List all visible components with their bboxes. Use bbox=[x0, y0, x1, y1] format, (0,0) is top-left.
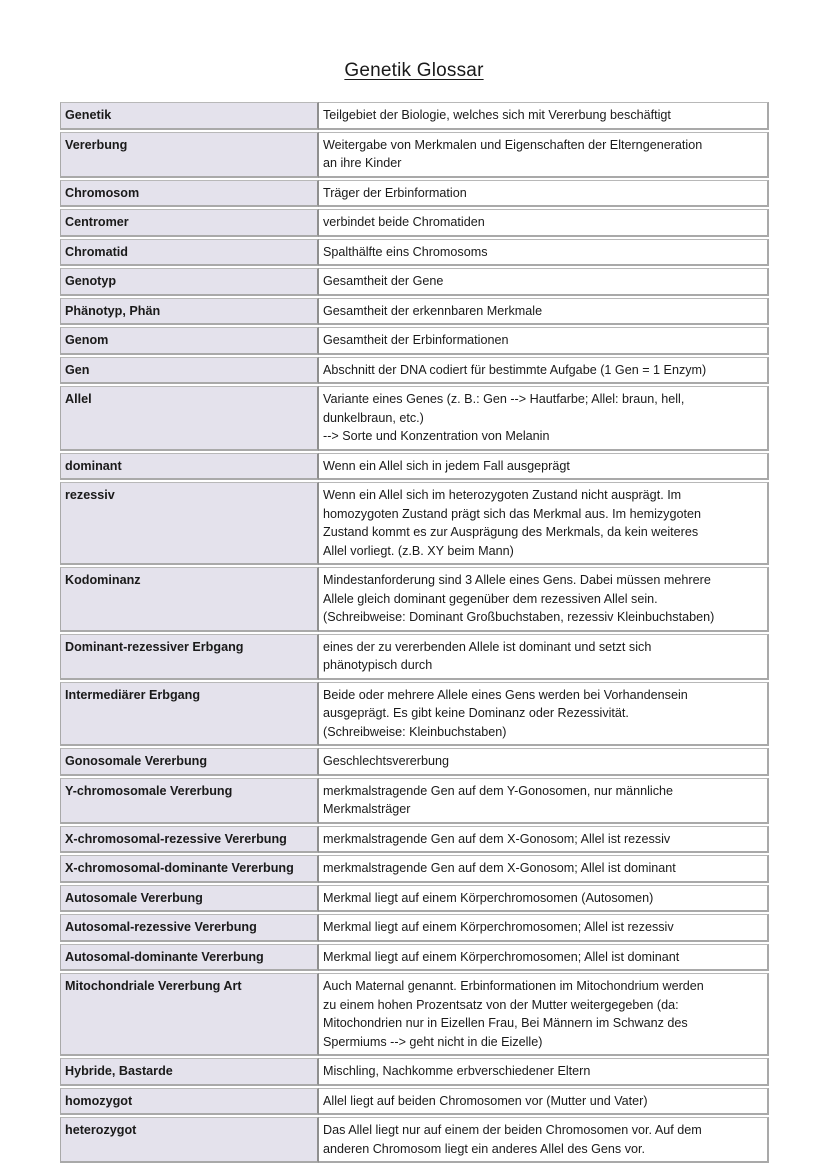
glossary-row bbox=[60, 386, 769, 451]
glossary-row bbox=[60, 239, 769, 267]
definition-line: (Schreibweise: Dominant Großbuchstaben, rezessiv Kleinbuchstaben) bbox=[323, 610, 715, 624]
glossary-row bbox=[60, 132, 769, 178]
definition-line: merkmalstragende Gen auf dem X-Gonosom; Allel ist rezessiv bbox=[323, 831, 671, 846]
definition-line: (Schreibweise: Kleinbuchstaben) bbox=[323, 724, 507, 739]
glossary-definition bbox=[319, 682, 769, 747]
glossary-definition bbox=[319, 386, 769, 451]
glossary-term: Y-chromosomale Vererbung bbox=[60, 778, 319, 824]
glossary-definition bbox=[319, 973, 769, 1056]
glossary-row bbox=[60, 1058, 769, 1086]
definition-line: Träger der Erbinformation bbox=[323, 185, 467, 200]
definition-line: anderen Chromosom liegt ein anderes Allel des Gens vor. bbox=[323, 1141, 646, 1156]
definition-line: Allel liegt auf beiden Chromosomen vor (Mutter und Vater) bbox=[323, 1093, 648, 1108]
glossary-body bbox=[60, 102, 769, 1163]
glossary-definition bbox=[319, 268, 769, 296]
definition-line: Gesamtheit der Erbinformationen bbox=[323, 333, 509, 347]
glossary-term: Chromosom bbox=[60, 180, 319, 208]
glossary-definition bbox=[319, 180, 769, 208]
glossary-term: Autosomal-dominante Vererbung bbox=[60, 944, 319, 972]
glossary-row bbox=[60, 1117, 769, 1163]
glossary-term: Autosomal-rezessive Vererbung bbox=[60, 914, 319, 942]
definition-line: Das Allel liegt nur auf einem der beiden Chromosomen vor. Auf dem bbox=[323, 1123, 702, 1137]
definition-line: an ihre Kinder bbox=[323, 156, 402, 170]
definition-line: Mindestanforderung sind 3 Allele eines Gens. Dabei müssen mehrere bbox=[323, 573, 711, 587]
glossary-row bbox=[60, 914, 769, 942]
definition-line: --> Sorte und Konzentration von Melanin bbox=[323, 429, 550, 443]
glossary-row bbox=[60, 778, 769, 824]
definition-line: Auch Maternal genannt. Erbinformationen im Mitochondrium werden bbox=[323, 979, 704, 993]
glossary-definition bbox=[319, 885, 769, 913]
glossary-row bbox=[60, 268, 769, 296]
glossary-term: Gen bbox=[60, 357, 319, 385]
glossary-term: Chromatid bbox=[60, 239, 319, 267]
definition-line: Gesamtheit der Gene bbox=[323, 274, 444, 288]
glossary-term: Autosomale Vererbung bbox=[60, 885, 319, 913]
glossary-term: dominant bbox=[60, 453, 319, 481]
glossary-term: rezessiv bbox=[60, 482, 319, 565]
glossary-row bbox=[60, 567, 769, 632]
glossary-row bbox=[60, 682, 769, 747]
glossary-term: Genetik bbox=[60, 102, 319, 130]
glossary-definition bbox=[319, 453, 769, 481]
glossary-definition bbox=[319, 748, 769, 776]
definition-line: phänotypisch durch bbox=[323, 658, 433, 672]
glossary-row bbox=[60, 357, 769, 385]
glossary-definition bbox=[319, 778, 769, 824]
glossary-definition bbox=[319, 1088, 769, 1116]
glossary-definition bbox=[319, 209, 769, 237]
definition-line: Mischling, Nachkomme erbverschiedener Eltern bbox=[323, 1064, 591, 1078]
definition-line: Variante eines Genes (z. B.: Gen --> Hautfarbe; Allel: braun, hell, bbox=[323, 392, 685, 406]
glossary-row bbox=[60, 634, 769, 680]
glossary-term: X-chromosomal-dominante Vererbung bbox=[60, 855, 319, 883]
glossary-term: Intermediärer Erbgang bbox=[60, 682, 319, 747]
definition-line: Merkmal liegt auf einem Körperchromosomen; Allel ist dominant bbox=[323, 949, 680, 964]
page-title: Genetik Glossar bbox=[344, 60, 484, 81]
glossary-term: Vererbung bbox=[60, 132, 319, 178]
definition-line: merkmalstragende Gen auf dem Y-Gonosomen, nur männliche bbox=[323, 783, 674, 798]
definition-line: ausgeprägt. Es gibt keine Dominanz oder Rezessivität. bbox=[323, 706, 629, 720]
glossary-term: Dominant-rezessiver Erbgang bbox=[60, 634, 319, 680]
glossary-row bbox=[60, 298, 769, 326]
glossary-definition bbox=[319, 102, 769, 130]
definition-line: Merkmal liegt auf einem Körperchromosomen (Autosomen) bbox=[323, 890, 654, 905]
glossary-row bbox=[60, 748, 769, 776]
definition-line: Gesamtheit der erkennbaren Merkmale bbox=[323, 303, 543, 318]
glossary-definition bbox=[319, 132, 769, 178]
glossary-definition bbox=[319, 944, 769, 972]
glossary-definition bbox=[319, 482, 769, 565]
definition-line: Teilgebiet der Biologie, welches sich mit Vererbung beschäftigt bbox=[323, 108, 671, 122]
glossary-term: Mitochondriale Vererbung Art bbox=[60, 973, 319, 1056]
glossary-row bbox=[60, 327, 769, 355]
definition-line: Geschlechtsvererbung bbox=[323, 754, 450, 768]
glossary-term: Genom bbox=[60, 327, 319, 355]
glossary-row bbox=[60, 482, 769, 565]
glossary-definition bbox=[319, 826, 769, 854]
definition-line: Weitergabe von Merkmalen und Eigenschaften der Elterngeneration bbox=[323, 137, 703, 152]
glossary-definition bbox=[319, 1058, 769, 1086]
glossary-term: Centromer bbox=[60, 209, 319, 237]
glossary-term: Phänotyp, Phän bbox=[60, 298, 319, 326]
glossary-row bbox=[60, 855, 769, 883]
glossary-definition bbox=[319, 357, 769, 385]
definition-line: Merkmal liegt auf einem Körperchromosomen; Allel ist rezessiv bbox=[323, 920, 674, 934]
glossary-definition bbox=[319, 327, 769, 355]
definition-line: Abschnitt der DNA codiert für bestimmte Aufgabe (1 Gen = 1 Enzym) bbox=[323, 362, 707, 377]
glossary-term: Kodominanz bbox=[60, 567, 319, 632]
glossary-term: Genotyp bbox=[60, 268, 319, 296]
glossary-definition bbox=[319, 634, 769, 680]
definition-line: Allel vorliegt. (z.B. XY beim Mann) bbox=[323, 543, 514, 558]
definition-line: Spermiums --> geht nicht in die Eizelle) bbox=[323, 1034, 543, 1049]
glossary-definition bbox=[319, 298, 769, 326]
definition-line: homozygoten Zustand prägt sich das Merkmal aus. Im hemizygoten bbox=[323, 506, 701, 521]
definition-line: Wenn ein Allel sich in jedem Fall ausgeprägt bbox=[323, 458, 570, 473]
glossary-row bbox=[60, 826, 769, 854]
glossary-term: homozygot bbox=[60, 1088, 319, 1116]
glossary-row bbox=[60, 102, 769, 130]
definition-line: merkmalstragende Gen auf dem X-Gonosom; Allel ist dominant bbox=[323, 861, 676, 875]
definition-line: zu einem hohen Prozentsatz von der Mutter weitergegeben (da: bbox=[323, 997, 679, 1012]
definition-line: dunkelbraun, etc.) bbox=[323, 410, 424, 425]
glossary-row bbox=[60, 209, 769, 237]
glossary-term: Gonosomale Vererbung bbox=[60, 748, 319, 776]
glossary-row bbox=[60, 1088, 769, 1116]
glossary-term: Allel bbox=[60, 386, 319, 451]
definition-line: Spalthälfte eins Chromosoms bbox=[323, 244, 488, 259]
definition-line: Allele gleich dominant gegenüber dem rezessiven Allel sein. bbox=[323, 591, 658, 606]
glossary-row bbox=[60, 453, 769, 481]
definition-line: eines der zu vererbenden Allele ist dominant und setzt sich bbox=[323, 639, 652, 654]
glossary-definition bbox=[319, 914, 769, 942]
glossary-table bbox=[60, 100, 769, 1165]
glossary-row bbox=[60, 180, 769, 208]
glossary-row bbox=[60, 885, 769, 913]
definition-line: Wenn ein Allel sich im heterozygoten Zustand nicht ausprägt. Im bbox=[323, 488, 682, 502]
glossary-definition bbox=[319, 855, 769, 883]
glossary-row bbox=[60, 944, 769, 972]
glossary-definition bbox=[319, 239, 769, 267]
glossary-term: Hybride, Bastarde bbox=[60, 1058, 319, 1086]
glossary-definition bbox=[319, 567, 769, 632]
definition-line: Zustand kommt es zur Ausprägung des Merkmals, da kein weiteres bbox=[323, 525, 699, 539]
glossary-definition bbox=[319, 1117, 769, 1163]
glossary-row bbox=[60, 973, 769, 1056]
definition-line: Merkmalsträger bbox=[323, 802, 411, 816]
definition-line: Beide oder mehrere Allele eines Gens werden bei Vorhandensein bbox=[323, 687, 688, 702]
definition-line: verbindet beide Chromatiden bbox=[323, 215, 485, 229]
glossary-term: X-chromosomal-rezessive Vererbung bbox=[60, 826, 319, 854]
definition-line: Mitochondrien nur in Eizellen Frau, Bei Männern im Schwanz des bbox=[323, 1016, 688, 1030]
glossary-term: heterozygot bbox=[60, 1117, 319, 1163]
